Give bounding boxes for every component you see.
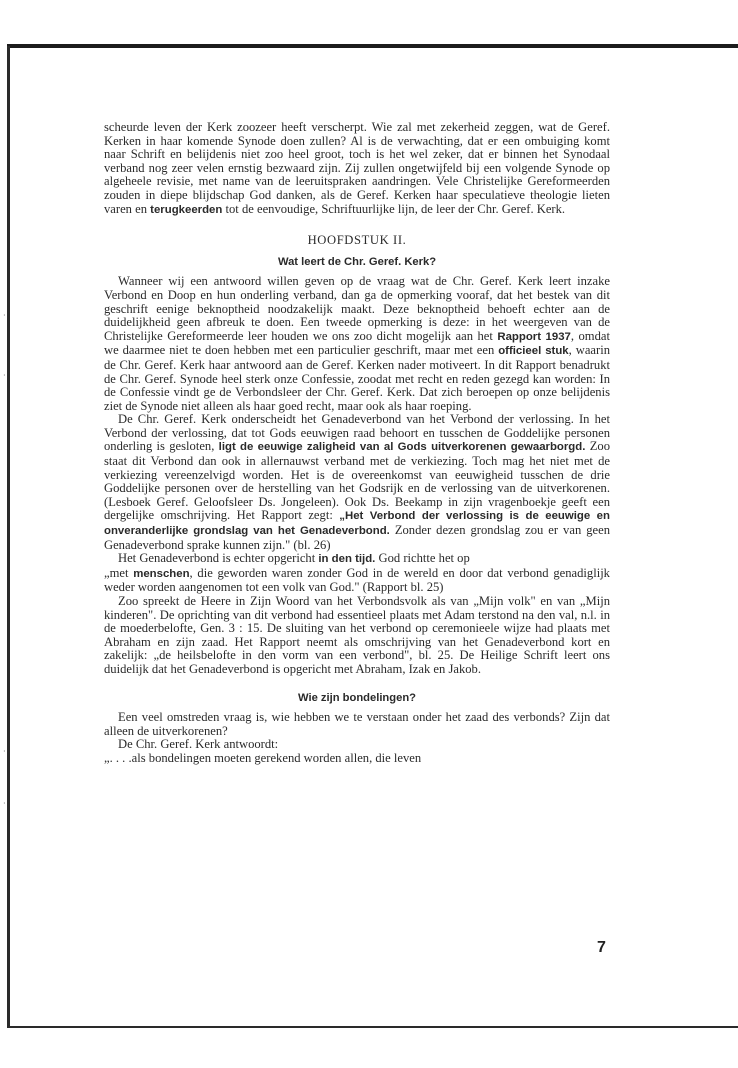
block-quote: „met menschen, die geworden waren zonder God in de wereld en door dat verbond genadiglijk weder worden aangenomen tot een volk van God." (Rapport bl. 25): [104, 565, 610, 595]
document-page: [104, 121, 610, 766]
emphasis-officieel: officieel stuk: [498, 345, 569, 358]
emphasis-rapport: Rapport 1937: [497, 330, 571, 343]
paragraph-5: Een veel omstreden vraag is, wie hebben we te verstaan onder het zaad des verbonds? Zijn dat alleen de uitverkorenen?: [104, 710, 610, 738]
margin-speck: ·: [3, 371, 6, 380]
intro-emphasis: terugkeerden: [150, 203, 223, 216]
margin-speck: ·: [3, 799, 6, 808]
page-left-edge: [7, 46, 10, 1028]
section-title: Wat leert de Chr. Geref. Kerk?: [277, 255, 437, 268]
emphasis-grondslag: „Het Verbond der verlossing is de eeuwige en onveranderlijke grondslag van het Genadeverbond.: [104, 510, 610, 538]
page-top-edge: [7, 44, 738, 48]
intro-text: scheurde leven der Kerk zoozeer heeft verscherpt. Wie zal met zekerheid zeggen, wat de Geref. Kerken in haar komende Synode doen zullen? Al is de verwachting, dat er een ombuiging komt naar Schrift en belijdenis niet zoo heel groot, toch is het wel zeker, dat er binnen het Synodaal verband nog zeer velen ernstig bezwaard zijn. Zij zullen ongetwijfeld bij een volgende Synode op algeheele revisie, met name van de leeruitspraken aandringen. Vele Christelijke Gereformeerden zouden in diepe blijdschap God danken, als de Geref. Kerken haar speculatieve theologie lieten varen en: [104, 120, 610, 216]
paragraph-4: Zoo spreekt de Heere in Zijn Woord van het Verbondsvolk als van „Mijn volk" en van „Mijn kinderen". De oprichting van dit verbond had essentieel plaats met Adam terstond na den val, n.l. in de moederbelofte, Gen. 3 : 15. De sluiting van het verbond op ceremonieele wijze had plaats met Abraham en zijn zaad. Het Rapport neemt als omschrijving van het Genadeverbond kort en zakelijk: „de heilsbelofte in den vorm van een verbond", bl. 25. De Heilige Schrift leert ons duidelijk dat het Genadeverbond is opgericht met Abraham, Izak en Jakob.: [104, 594, 610, 676]
emphasis-menschen: menschen: [133, 567, 190, 580]
scan-top-margin: [0, 0, 738, 44]
margin-speck: ·: [3, 747, 6, 756]
paragraph-2: De Chr. Geref. Kerk onderscheidt het Genadeverbond van het Verbond der verlossing. In het Verbond der verlossing, dat tot Gods eeuwigen raad behoort en tusschen de Goddelijke personen onderling is gesloten, ligt de eeuwige zaligheid van al Gods uitverkorenen gewaarborgd. Zoo staat dit Verbond dan ook in allernauwst verband met de verkiezing. Toch mag het niet met de verkiezing vereenzelvigd worden. Het is de overeenkomst van eeuwigheid tusschen de drie Goddelijke personen over de herstelling van het Godsrijk en de verlossing van de uitverkorenen. (Lesboek Geref. Geloofsleer Ds. Jongeleen). Ook Ds. Beekamp in zijn vragenboekje geeft een dergelijke omschrijving. Het Rapport zegt: „Het Verbond der verlossing is de eeuwige en onveranderlijke grondslag van het Genadeverbond. Zonder dezen grondslag zou er van geen Genadeverbond sprake kunnen zijn." (bl. 26): [104, 412, 610, 552]
section-title-2: Wie zijn bondelingen?: [298, 691, 416, 704]
paragraph-1: Wanneer wij een antwoord willen geven op de vraag wat de Chr. Geref. Kerk leert inzake Verbond en Doop en hun onderling verband, dan ga de opmerking vooraf, dat het bestek van dit geschrift eenige beknoptheid noodzakelijk maakt. Deze beknoptheid behoeft echter aan de duidelijkheid geen afbreuk te doen. Een tweede opmerking is deze: in het weergeven van de Christelijke Gereformeerde leer houden we ons zoo dicht mogelijk aan het Rapport 1937, omdat we daarmee niet te doen hebben met een particulier geschrift, maar met een officieel stuk, waarin de Chr. Geref. Kerk haar antwoord aan de Geref. Kerken nader motiveert. In dit Rapport benadrukt de Chr. Geref. Synode heel sterk onze Confessie, zoodat met recht en reden gezegd kan worden: In de Confessie vindt ge de Verbondsleer der Chr. Geref. Kerk. Dat zich beroepen op onze belijdenis ziet de Synode niet alleen als haar goed recht, maar ook als haar roeping.: [104, 274, 610, 413]
page-number: 7: [597, 939, 606, 956]
paragraph-3: Het Genadeverbond is echter opgericht in den tijd. God richtte het op: [118, 551, 470, 566]
intro-text-end: tot de eenvoudige, Schriftuurlijke lijn, de leer der Chr. Geref. Kerk.: [225, 201, 566, 216]
emphasis-tijd: in den tijd.: [318, 553, 376, 566]
chapter-title: HOOFDSTUK II.: [307, 233, 407, 248]
quote-start-line: „. . . .als bondelingen moeten gerekend worden allen, die leven: [104, 750, 422, 765]
paragraph-6: De Chr. Geref. Kerk antwoordt:: [118, 737, 279, 752]
intro-paragraph: [104, 121, 610, 217]
scan-bottom-margin: [0, 1028, 738, 1068]
emphasis-zaligheid: ligt de eeuwige zaligheid van al Gods uitverkorenen gewaarborgd.: [218, 441, 586, 454]
margin-speck: ·: [3, 311, 6, 320]
